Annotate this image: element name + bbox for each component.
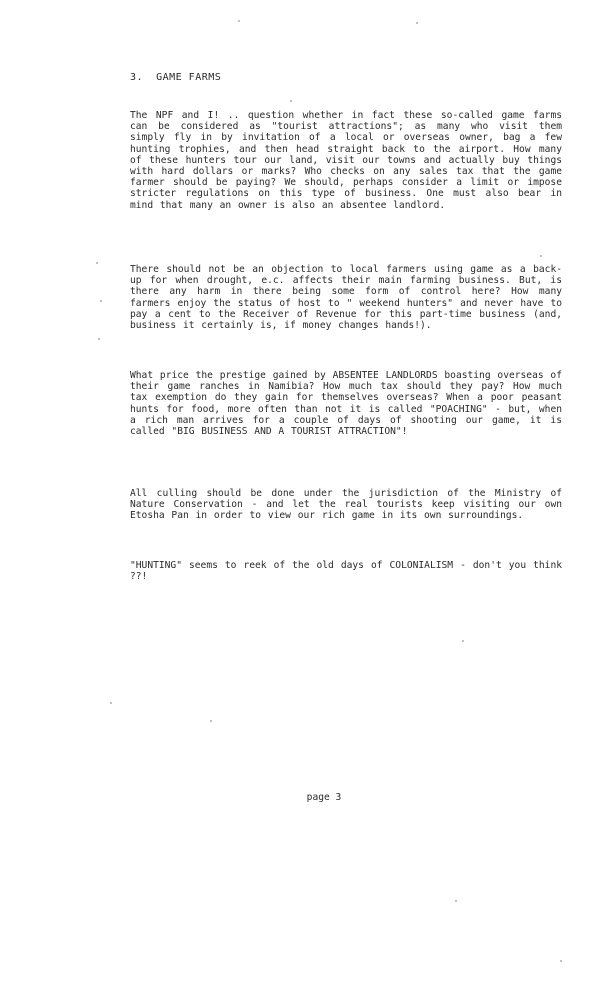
scan-speck — [455, 900, 457, 902]
scan-speck — [100, 300, 102, 302]
paragraph-game-farms-tourism: The NPF and I! .. question whether in fact these so-called game farms can be considered as "tourist attractions"; as many who visit them simply fly in by invitation of a local or overseas owner, bag a few hunting trophies, and then head straight back to the airport. How many of these hunters tour our land, visit our towns and actually buy things with hard dollars or marks? Who checks on any sales tax that the game farmer should be paying? We should, perhaps consider a limit or impose stricter regulations on this type of business. One must also bear in mind that many an owner is also an absentee landlord. — [130, 110, 562, 211]
scan-speck — [210, 720, 212, 722]
page-number: page 3 — [306, 792, 342, 803]
scan-speck — [110, 702, 112, 704]
paragraph-absentee-landlords: What price the prestige gained by ABSENTEE LANDLORDS boasting overseas of their game ranches in Namibia? How much tax should they pay? How much tax exemption do they gain for themselves overseas? When a poor peasant hunts for food, more often than not it is called "POACHING" - but, when a rich man arrives for a couple of days of shooting our game, it is called "BIG BUSINESS AND A TOURIST ATTRACTION"! — [130, 370, 562, 438]
scan-speck — [560, 960, 562, 962]
scan-speck — [98, 338, 100, 340]
scan-speck — [416, 22, 418, 24]
scan-speck — [290, 100, 292, 102]
scan-speck — [462, 640, 464, 642]
scan-speck — [96, 262, 98, 264]
paragraph-culling: All culling should be done under the jurisdiction of the Ministry of Nature Conservation - and let the real tourists keep visiting our own Etosha Pan in order to view our rich game in its own surroundings. — [130, 488, 562, 522]
scan-speck — [540, 255, 542, 257]
paragraph-local-farmers: There should not be an objection to local farmers using game as a back-up for when drought, e.c. affects their main farming business. But, is there any harm in there being some form of control here? How many farmers enjoy the status of host to " weekend hunters" and never have to pay a cent to the Receiver of Revenue for this part-time business (and, business it certainly is, if money changes hands!). — [130, 264, 562, 332]
section-heading: 3. GAME FARMS — [130, 72, 222, 83]
scan-speck — [238, 20, 240, 22]
paragraph-hunting-colonialism: "HUNTING" seems to reek of the old days of COLONIALISM - don't you think ??! — [130, 560, 562, 583]
